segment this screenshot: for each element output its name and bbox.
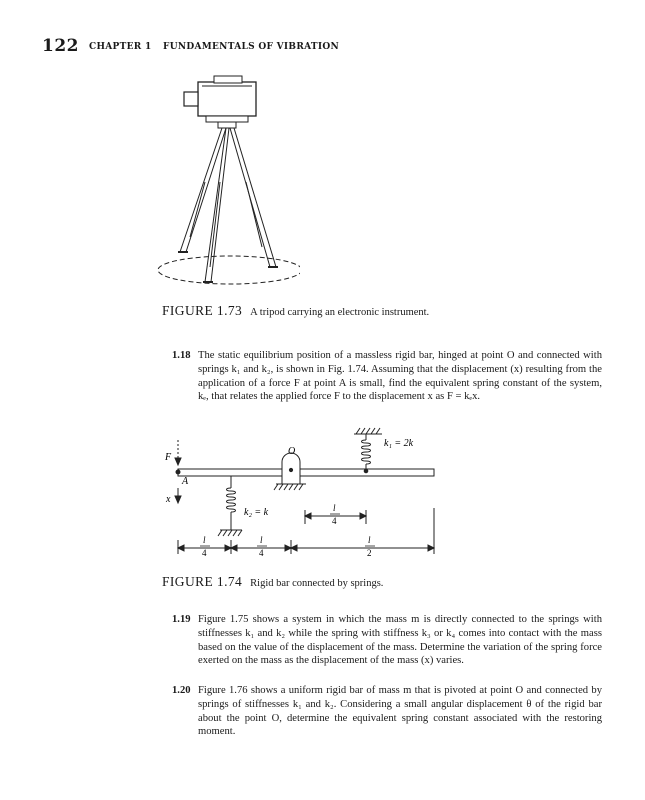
figure-caption-text: Rigid bar connected by springs. bbox=[250, 578, 384, 589]
dim-mid-num: l bbox=[260, 535, 263, 545]
tripod-figure bbox=[150, 72, 300, 297]
problem-1-18 bbox=[172, 349, 602, 404]
running-header bbox=[89, 42, 339, 52]
dim-right-den: 2 bbox=[367, 548, 372, 558]
problem-text: The static equilibrium position of a massless rigid bar, hinged at point O and connected with springs k₁ and k₂, is shown in Fig. 1.74. Assuming that the displacement (x) resulting from the application of a force F at point A is small, find the equivalent spring constant of the system, kₑ, that relates the applied force F to the displacement x as F = kₑx. bbox=[198, 350, 602, 403]
dim-right-num: l bbox=[368, 535, 371, 545]
figure-label: FIGURE 1.74 bbox=[162, 574, 243, 589]
k1-label: k₁ = 2k bbox=[384, 438, 414, 449]
pivot-label: O bbox=[288, 446, 296, 457]
problem-1-20 bbox=[172, 684, 602, 739]
problem-number: 1.19 bbox=[172, 614, 191, 625]
dim-mid-den: 4 bbox=[259, 548, 264, 558]
chapter-label: CHAPTER 1 bbox=[89, 42, 152, 52]
problem-number: 1.18 bbox=[172, 350, 191, 361]
rigid-bar-figure bbox=[160, 412, 450, 572]
problem-number: 1.20 bbox=[172, 685, 191, 696]
figure-1-74-caption bbox=[162, 573, 383, 591]
page-number: 122 bbox=[42, 36, 79, 56]
chapter-title: FUNDAMENTALS OF VIBRATION bbox=[163, 42, 340, 52]
problem-1-19 bbox=[172, 613, 602, 668]
problem-text: Figure 1.75 shows a system in which the mass m is directly connected to the springs with stiffnesses k₁ and k₂ while the spring with stiffness k₃ or k₄ comes into contact with the mass based on the value of the displacement of the mass. Determine the variation of the spring force exerted on the mass as the displacement of the mass (x) varies. bbox=[198, 614, 602, 667]
k2-label: k₂ = k bbox=[244, 507, 269, 518]
x-label: x bbox=[166, 494, 171, 505]
problem-text: Figure 1.76 shows a uniform rigid bar of mass m that is pivoted at point O and connected by springs of stiffnesses k₁ and k₂. Considering a small angular displacement θ of the rigid bar about the point O, determine the equivalent spring constant associated with the restoring moment. bbox=[198, 685, 602, 738]
dim-upper-num: l bbox=[333, 503, 336, 513]
dim-upper-den: 4 bbox=[332, 516, 337, 526]
figure-label: FIGURE 1.73 bbox=[162, 303, 243, 318]
force-label: F bbox=[165, 452, 172, 463]
figure-caption-text: A tripod carrying an electronic instrument. bbox=[250, 307, 430, 318]
dim-left-den: 4 bbox=[202, 548, 207, 558]
point-a-label: A bbox=[182, 476, 189, 487]
figure-1-73-caption bbox=[162, 302, 429, 320]
dim-left-num: l bbox=[203, 535, 206, 545]
